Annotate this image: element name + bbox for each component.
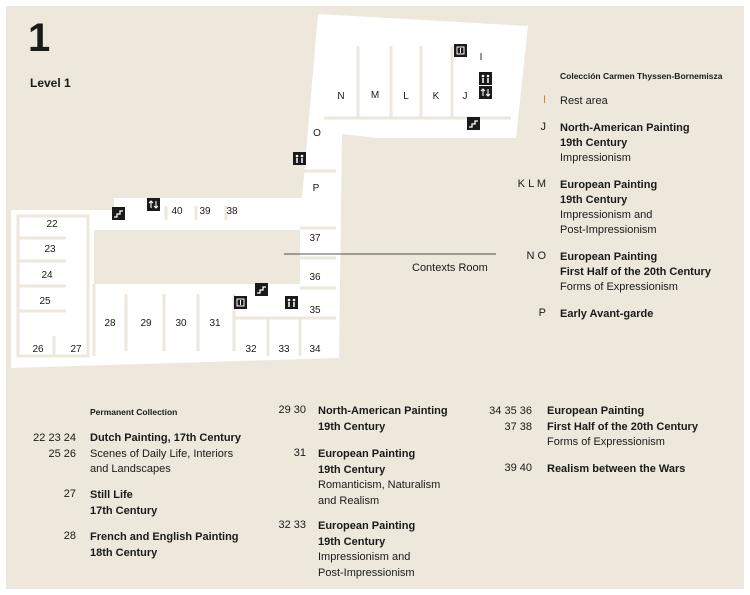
museum-map-panel <box>6 6 744 589</box>
stairs-icon <box>467 117 480 130</box>
legend-entry-39-40: Realism between the Wars <box>547 463 686 475</box>
room-N: N <box>337 91 345 102</box>
room-K: K <box>432 91 440 102</box>
room-22: 22 <box>46 219 58 230</box>
legend-entry-29-30: North-American Painting 19th Century <box>318 405 448 433</box>
legend-code-39-40: 39 40 <box>504 462 532 474</box>
escalator-icon <box>147 198 160 211</box>
legend-entry-32-33: European Painting 19th Century Impressionism and Post-Impressionism <box>318 520 416 579</box>
contexts-room-label: Contexts Room <box>412 262 488 274</box>
permanent-legend-title: Permanent Collection <box>90 407 178 417</box>
legend-entry-NO: European Painting First Half of the 20th Century Forms of Expressionism <box>560 251 711 293</box>
legend-code-J: J <box>540 121 546 133</box>
room-32: 32 <box>245 344 257 355</box>
elevator-icon <box>234 296 247 309</box>
legend-entry-P: Early Avant-garde <box>560 308 654 320</box>
legend-code-28: 28 <box>63 530 76 542</box>
room-M: M <box>370 90 380 101</box>
legend-code-32-33: 32 33 <box>278 519 306 531</box>
room-28: 28 <box>104 318 116 329</box>
legend-code-27: 27 <box>63 488 76 500</box>
room-L: L <box>403 91 409 102</box>
legend-entry-22-26: Dutch Painting, 17th Century Scenes of Daily Life, Interiors and Landscapes <box>90 432 241 475</box>
room-37: 37 <box>309 233 321 244</box>
floor-number: 1 <box>28 16 51 60</box>
room-29: 29 <box>140 318 152 329</box>
room-33: 33 <box>278 344 290 355</box>
stairs-icon <box>255 283 268 296</box>
room-38: 38 <box>226 206 238 217</box>
restroom-icon <box>479 72 492 85</box>
room-31: 31 <box>209 318 221 329</box>
thyssen-legend-title: Colección Carmen Thyssen-Bornemisza <box>560 71 723 81</box>
elevator-icon <box>454 44 467 57</box>
room-J: J <box>462 91 468 102</box>
room-40: 40 <box>171 206 183 217</box>
room-36: 36 <box>309 272 321 283</box>
legend-code-22-26: 22 23 24 25 26 <box>33 432 76 460</box>
room-39: 39 <box>199 206 211 217</box>
room-I: I <box>479 52 483 63</box>
legend-code-I: I <box>542 94 546 106</box>
legend-entry-KLM: European Painting 19th Century Impressionism and Post-Impressionism <box>560 179 658 236</box>
room-23: 23 <box>44 244 56 255</box>
room-24: 24 <box>41 270 53 281</box>
legend-code-29-30: 29 30 <box>278 404 306 416</box>
legend-code-P: P <box>538 307 546 319</box>
room-25: 25 <box>39 296 51 307</box>
restroom-icon <box>293 152 306 165</box>
restroom-icon <box>285 296 298 309</box>
level-label: Level 1 <box>30 76 71 90</box>
room-O: O <box>313 128 321 139</box>
legend-code-NO: N O <box>526 250 546 262</box>
room-27: 27 <box>70 344 82 355</box>
legend-code-31: 31 <box>293 447 306 459</box>
room-35: 35 <box>309 305 321 316</box>
legend-entry-27: Still Life 17th Century <box>90 489 158 517</box>
legend-entry-28: French and English Painting 18th Century <box>90 531 239 559</box>
legend-code-34-38: 34 35 36 37 38 <box>489 405 532 433</box>
legend-entry-34-38: European Painting First Half of the 20th Century Forms of Expressionism <box>547 405 698 448</box>
legend-code-KLM: K L M <box>517 178 546 190</box>
room-26: 26 <box>32 344 44 355</box>
legend-entry-31: European Painting 19th Century Romanticism, Naturalism and Realism <box>318 448 441 507</box>
legend-entry-I: Rest area <box>560 95 608 107</box>
stairs-icon <box>112 207 125 220</box>
room-P: P <box>312 183 320 194</box>
room-34: 34 <box>309 344 321 355</box>
legend-entry-J: North-American Painting 19th Century Impressionism <box>560 122 690 164</box>
room-30: 30 <box>175 318 187 329</box>
